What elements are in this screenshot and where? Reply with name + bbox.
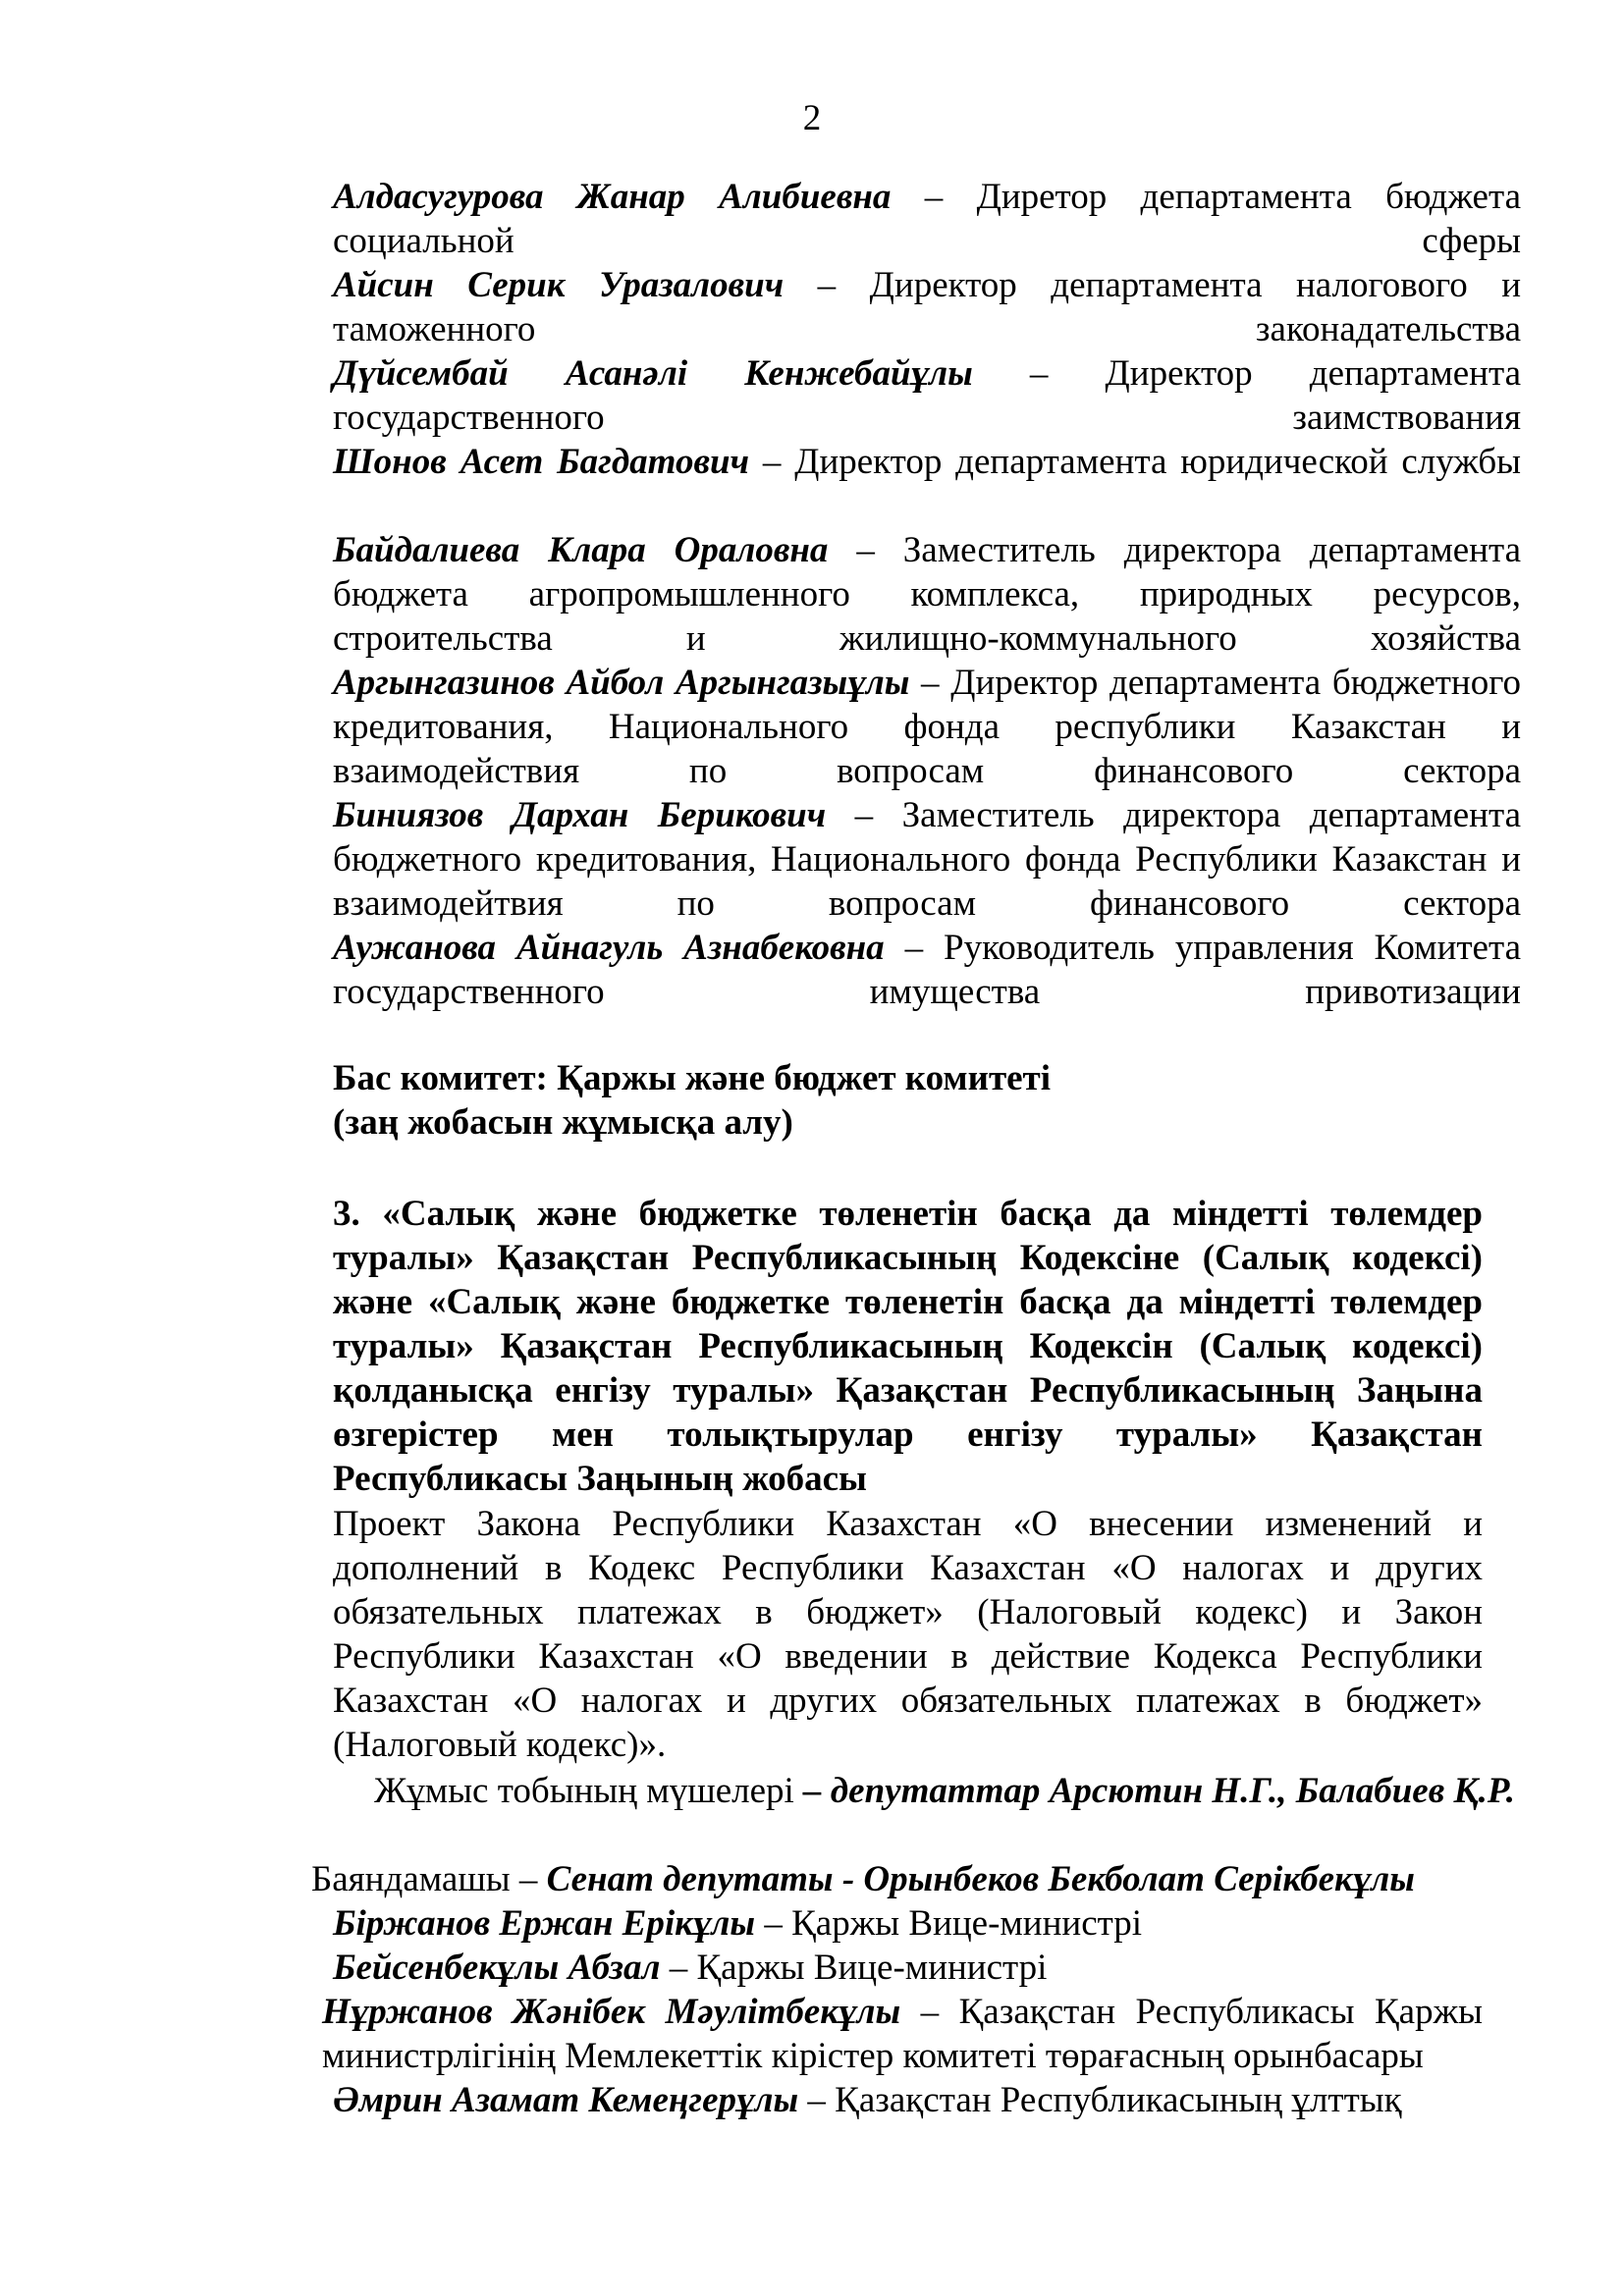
member-entry (234, 351, 1521, 440)
member-entry (234, 926, 1521, 1014)
member-entry (234, 528, 1521, 661)
member-role: Директор департамента бюджетного кредитования, Национального фонда республики Казакстан и взаимодействия по вопросам финансового сектора (333, 663, 1521, 791)
member-role: Директор департамента государственного заимствования (333, 353, 1522, 438)
main-committee-name: Бас комитет: Қаржы және бюджет комитеті (333, 1058, 1052, 1098)
speaker-entry (234, 1901, 1483, 1946)
working-group-label: Жұмыс тобының мүшелері (374, 1771, 794, 1811)
main-committee-note: (заң жобасын жұмысқа алу) (333, 1102, 793, 1143)
member-name: Биниязов Дархан Берикович (333, 795, 827, 835)
dash: – (904, 928, 924, 968)
member-role: Руководитель управления Комитета государственного имущества привотизации (333, 928, 1522, 1012)
dash: – (803, 1771, 822, 1811)
dash: – (920, 1992, 940, 2032)
dash: – (854, 795, 874, 835)
speaker-entry (234, 1946, 1483, 1990)
dash: – (764, 1903, 783, 1944)
speaker-role: Қаржы Вице-министрі (791, 1903, 1143, 1944)
member-role: Диретор департамента бюджета социальной сферы (333, 177, 1522, 261)
bill-title-text: 3. «Салық және бюджетке төленетін басқа да міндетті төлемдер туралы» Қазақстан Республикасының Кодексіне (Салық кодексі) және «Салық және бюджетке төленетін басқа да міндетті төлемдер туралы» Қазақстан Республикасының Кодексін (Салық кодексі) қолданысқа енгізу туралы» Қазақстан Республикасының Заңына өзгерістер мен толықтырулар енгізу туралы» Қазақстан Республикасы Заңының жобасы (333, 1194, 1483, 1499)
member-name: Аужанова Айнагуль Азнабековна (333, 928, 885, 968)
working-group-members: депутаттар Арсютин Н.Г., Балабиев Қ.Р. (830, 1771, 1515, 1811)
rapporteur-name: Сенат депутаты - Орынбеков Бекболат Серікбекұлы (546, 1859, 1415, 1899)
dash: – (924, 177, 944, 217)
speaker-name: Әмрин Азамат Кемеңгерұлы (333, 2080, 799, 2120)
member-role: Директор департамента налогового и таможенного законадательства (333, 265, 1522, 349)
member-name: Байдалиева Клара Ораловна (333, 530, 829, 570)
member-entry (234, 440, 1521, 484)
dash: – (856, 530, 875, 570)
member-name: Аргынгазинов Айбол Аргынгазыұлы (333, 663, 910, 703)
speaker-role: Қазақстан Республикасы Қаржы министрлігінің Мемлекеттік кірістер комитеті төрағасның орынбасары (322, 1992, 1483, 2076)
dash: – (1029, 353, 1049, 394)
member-entry (234, 175, 1521, 263)
dash: – (518, 1859, 538, 1899)
bill-summary-text: Проект Закона Республики Казахстан «О внесении изменений и дополнений в Кодекс Республики Казахстан «О налогах и других обязательных платежах в бюджет» (Налоговый кодекс) и Закон Республики Казахстан «О введении в действие Кодекса Республики Казахстан «О налогах и других обязательных платежах в бюджет» (Налоговый кодекс)». (333, 1504, 1483, 1765)
member-entry (234, 661, 1521, 793)
rapporteur (234, 1857, 1483, 1901)
speaker-name: Нұржанов Жәнібек Мәулітбекұлы (322, 1992, 901, 2032)
member-name: Алдасугурова Жанар Алибиевна (333, 177, 892, 217)
speaker-name: Бейсенбекұлы Абзал (333, 1948, 661, 1988)
main-committee (333, 1056, 1511, 1145)
speaker-entry (234, 2078, 1483, 2122)
member-name: Дүйсембай Асанәлі Кенжебайұлы (333, 353, 973, 394)
member-role: Заместитель директора департамента бюджета агропромышленного комплекса, природных ресурсов, строительства и жилищно-коммунального хозяйства (333, 530, 1521, 659)
dash: – (817, 265, 837, 305)
member-name: Шонов Асет Багдатович (333, 442, 750, 482)
speaker-entry (234, 1990, 1483, 2078)
dash: – (762, 442, 782, 482)
page-number: 2 (802, 98, 822, 138)
speaker-role: Қазақстан Республикасының ұлттық (835, 2080, 1402, 2120)
bill-title (234, 1192, 1483, 1501)
member-entry (234, 793, 1521, 926)
member-role: Директор департамента юридической службы (794, 442, 1522, 482)
member-name: Айсин Серик Уразалович (333, 265, 785, 305)
dash: – (921, 663, 940, 703)
working-group (234, 1769, 1521, 1813)
dash: – (669, 1948, 688, 1988)
member-role: Заместитель директора департамента бюджетного кредитования, Национального фонда Республики Казакстан и взаимодейтвия по вопросам финансового сектора (333, 795, 1521, 924)
dash: – (807, 2080, 826, 2120)
speaker-role: Қаржы Вице-министрі (696, 1948, 1048, 1988)
speaker-name: Біржанов Ержан Ерікұлы (333, 1903, 756, 1944)
bill-summary (234, 1502, 1483, 1767)
member-entry (234, 263, 1521, 351)
rapporteur-label: Баяндамашы (311, 1859, 511, 1899)
